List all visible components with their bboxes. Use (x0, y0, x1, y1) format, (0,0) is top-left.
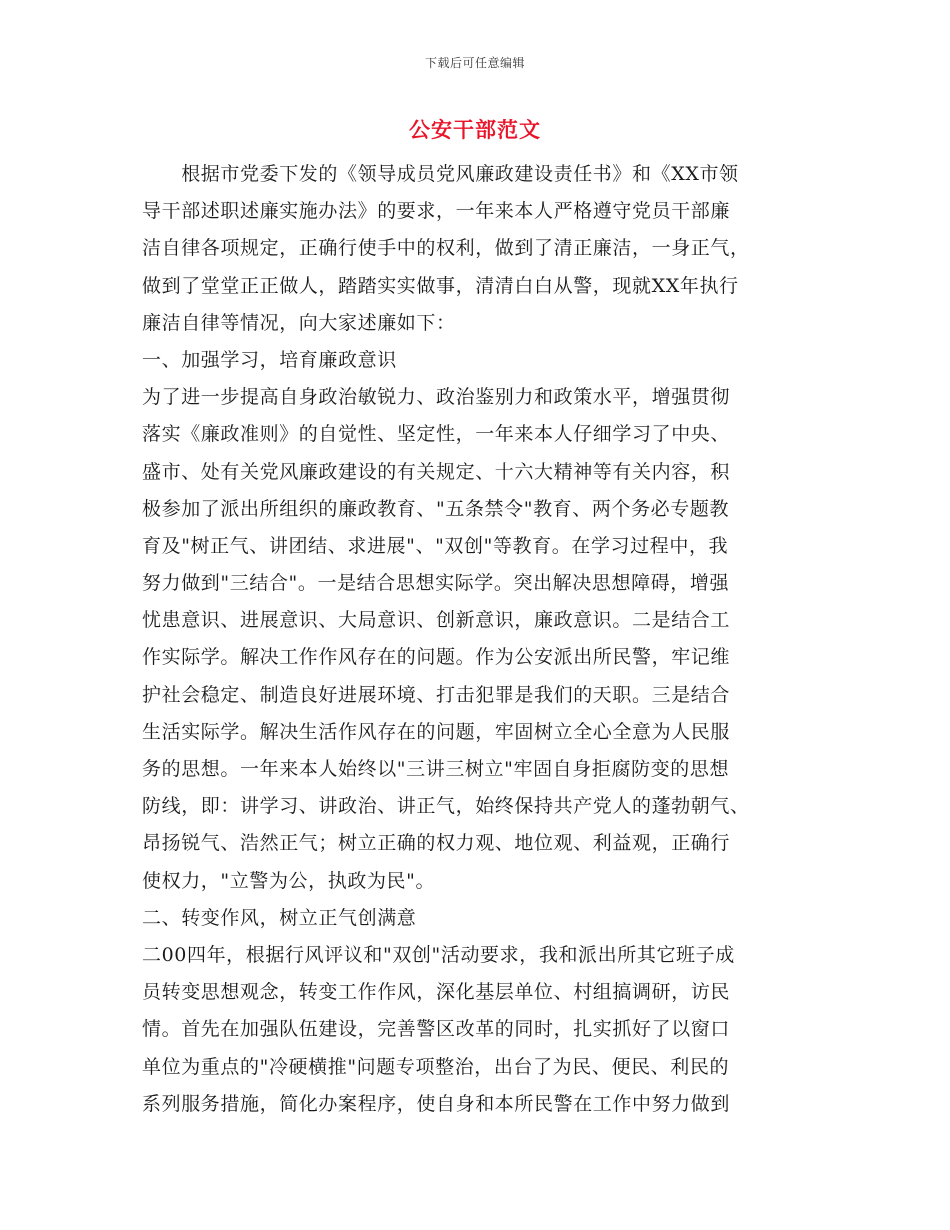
document-title: 公安干部范文 (409, 117, 541, 142)
body-line: 护社会稳定、制造良好进展环境、打击犯罪是我们的天职。三是结合 (142, 683, 731, 706)
section-heading-2: 二、转变作风，树立正气创满意 (142, 906, 417, 929)
body-line: 极参加了派出所组织的廉政教育、"五条禁令"教育、两个务必专题教 (142, 497, 730, 520)
body-line: 洁自律各项规定，正确行使手中的权利，做到了清正廉洁，一身正气， (142, 237, 750, 260)
body-line: 系列服务措施，简化办案程序，使自身和本所民警在工作中努力做到 (142, 1092, 731, 1115)
body-line: 为了进一步提高自身政治敏锐力、政治鉴别力和政策水平，增强贯彻 (142, 386, 731, 409)
body-line: 员转变思想观念，转变工作作风，深化基层单位、村组搞调研，访民 (142, 981, 731, 1004)
body-line: 昂扬锐气、浩然正气；树立正确的权力观、地位观、利益观，正确行 (142, 832, 731, 855)
body-line: 做到了堂堂正正做人，踏踏实实做事，清清白白从警，现就XX年执行 (142, 274, 739, 297)
body-line: 防线，即：讲学习、讲政治、讲正气，始终保持共产党人的蓬勃朝气、 (142, 795, 750, 818)
body-line: 根据市党委下发的《领导成员党风廉政建设责任书》和《XX市领 (142, 163, 739, 185)
body-line: 盛市、处有关党风廉政建设的有关规定、十六大精神等有关内容，积 (142, 460, 731, 483)
body-line: 努力做到"三结合"。一是结合思想实际学。突出解决思想障碍，增强 (142, 572, 730, 595)
body-line: 使权力，"立警为公，执政为民"。 (142, 869, 436, 892)
body-text (142, 156, 810, 1123)
header-note: 下载后可任意编辑 (424, 56, 525, 70)
body-line: 忧患意识、进展意识、大局意识、创新意识，廉政意识。二是结合工 (142, 609, 731, 632)
body-line: 二00四年，根据行风评议和"双创"活动要求，我和派出所其它班子成 (142, 943, 735, 966)
body-line: 导干部述职述廉实施办法》的要求，一年来本人严格遵守党员干部廉 (142, 200, 731, 223)
section-heading-1: 一、加强学习，培育廉政意识 (142, 348, 397, 371)
body-line: 落实《廉政准则》的自觉性、坚定性，一年来本人仔细学习了中央、 (142, 423, 731, 446)
body-line: 廉洁自律等情况，向大家述廉如下： (142, 311, 456, 334)
body-line: 育及"树正气、讲团结、求进展"、"双创"等教育。在学习过程中，我 (142, 534, 729, 557)
body-line: 生活实际学。解决生活作风存在的问题，牢固树立全心全意为人民服 (142, 720, 731, 743)
body-line: 情。首先在加强队伍建设，完善警区改革的同时，扎实抓好了以窗口 (142, 1018, 731, 1041)
body-line: 作实际学。解决工作作风存在的问题。作为公安派出所民警，牢记维 (142, 646, 731, 669)
body-line: 务的思想。一年来本人始终以"三讲三树立"牢固自身拒腐防变的思想 (142, 758, 730, 780)
body-line: 单位为重点的"冷硬横推"问题专项整治，出台了为民、便民、利民的 (142, 1055, 730, 1078)
